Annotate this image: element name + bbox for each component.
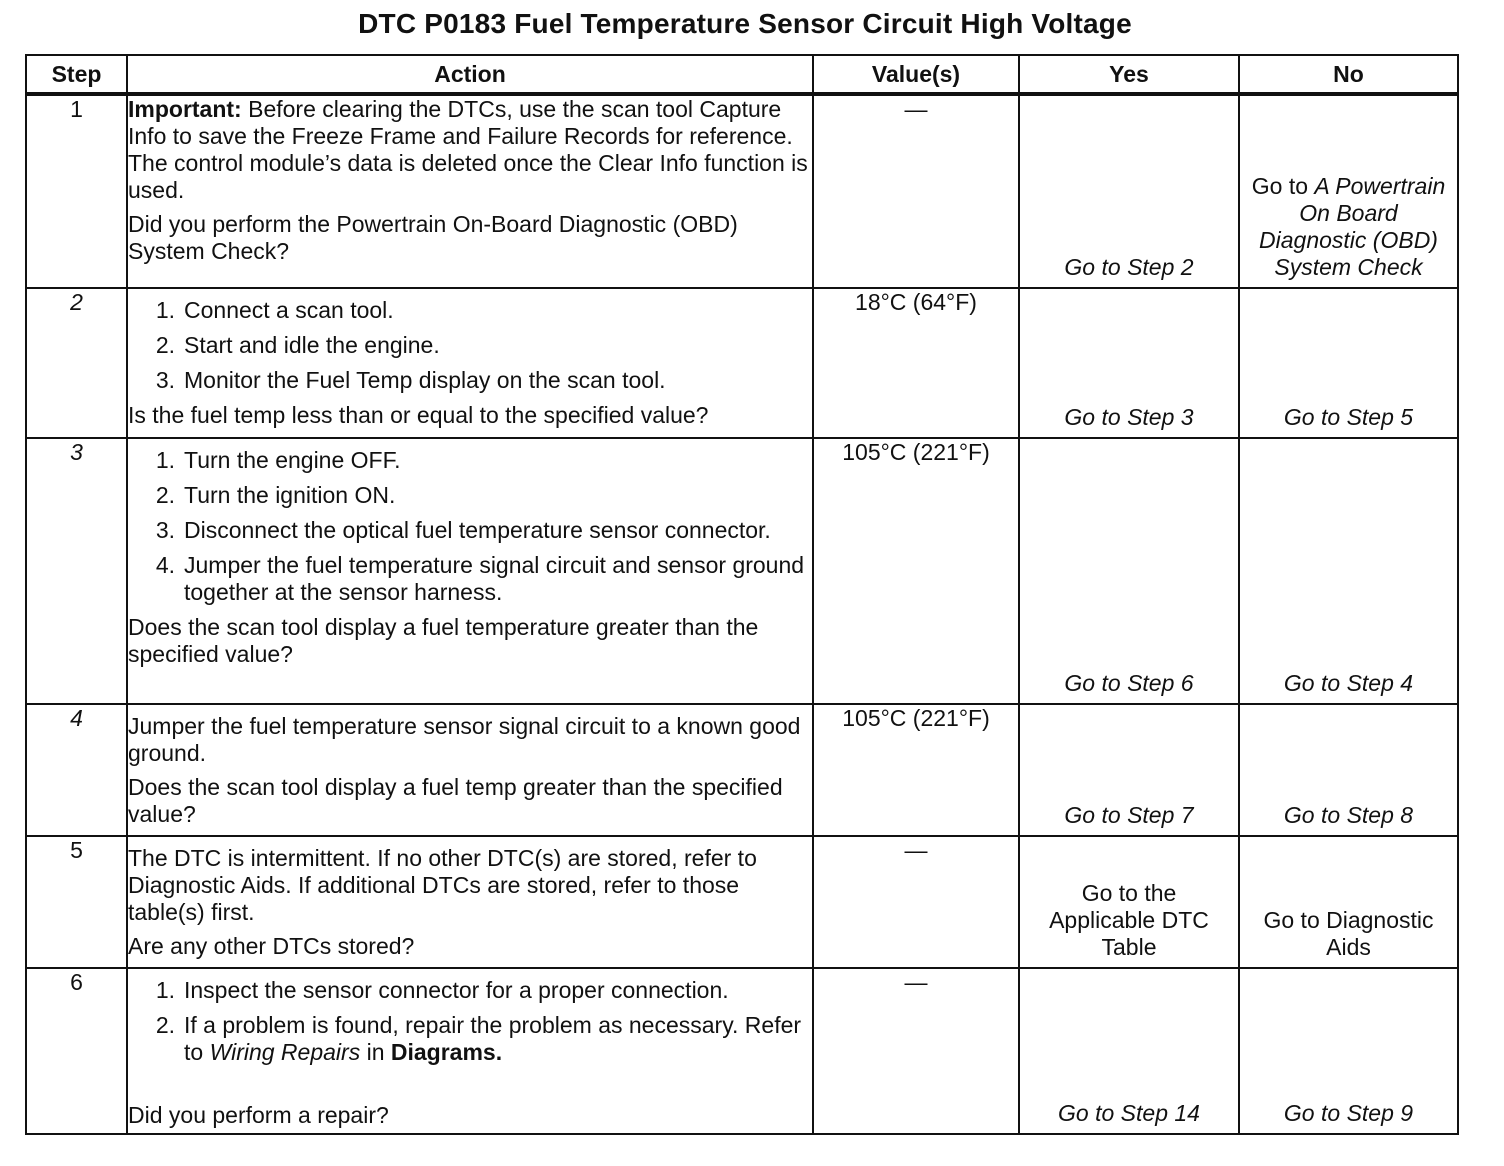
no-link-prefix: Go to — [1251, 173, 1315, 199]
action-cell — [127, 438, 813, 704]
step-number: 4 — [26, 704, 127, 836]
list-number: 3. — [155, 517, 175, 543]
list-text-part: in — [360, 1039, 391, 1065]
list-item — [128, 297, 812, 324]
table-row — [26, 94, 1458, 288]
no-link[interactable] — [1240, 173, 1457, 281]
step-number: 2 — [26, 288, 127, 438]
header-action: Action — [127, 55, 813, 94]
action-cell — [127, 968, 813, 1134]
list-text: Turn the engine OFF. — [184, 447, 401, 473]
header-yes: Yes — [1019, 55, 1239, 94]
yes-link[interactable]: Go to Step 6 — [1064, 670, 1194, 696]
header-no: No — [1239, 55, 1458, 94]
list-number: 3. — [155, 367, 175, 393]
no-cell — [1239, 704, 1458, 836]
list-text: Monitor the Fuel Temp display on the scan tool. — [184, 367, 666, 393]
value-cell: 105°C (221°F) — [813, 438, 1019, 704]
action-question: Are any other DTCs stored? — [128, 933, 415, 959]
action-question: Does the scan tool display a fuel temperature greater than the specified value? — [128, 614, 759, 667]
spacer — [128, 1074, 812, 1102]
no-cell — [1239, 288, 1458, 438]
action-cell — [127, 836, 813, 968]
yes-cell — [1019, 288, 1239, 438]
header-values: Value(s) — [813, 55, 1019, 94]
yes-link[interactable]: Go to Step 3 — [1064, 404, 1194, 430]
list-number: 4. — [155, 552, 175, 578]
table-row — [26, 438, 1458, 704]
no-cell — [1239, 836, 1458, 968]
action-text: The DTC is intermittent. If no other DTC(s) are stored, refer to Diagnostic Aids. If additional DTCs are stored, refer to those table(s) first. — [128, 845, 757, 925]
no-link-ref: A Powertrain On Board Diagnostic (OBD) System Check — [1259, 173, 1446, 280]
no-link[interactable]: Go to Step 4 — [1283, 670, 1414, 696]
value-cell: — — [813, 968, 1019, 1134]
action-list — [128, 447, 812, 606]
no-link[interactable]: Go to Step 8 — [1283, 802, 1414, 828]
yes-link[interactable]: Go to Step 14 — [1058, 1100, 1200, 1126]
page-title: DTC P0183 Fuel Temperature Sensor Circuit High Voltage — [358, 8, 1132, 39]
table-row — [26, 968, 1458, 1134]
action-question: Did you perform the Powertrain On-Board Diagnostic (OBD) System Check? — [128, 211, 738, 264]
list-item — [128, 977, 812, 1004]
value-cell: 105°C (221°F) — [813, 704, 1019, 836]
list-number: 2. — [155, 1012, 175, 1038]
no-cell — [1239, 94, 1458, 288]
important-text: Before clearing the DTCs, use the scan tool Capture Info to save the Freeze Frame and Failure Records for reference. The control module’s data is deleted once the Clear Info function is used. — [128, 96, 808, 203]
diagrams-ref: Diagrams. — [390, 1039, 503, 1065]
step-number: 6 — [26, 968, 127, 1134]
no-cell — [1239, 968, 1458, 1134]
list-text: Start and idle the engine. — [184, 332, 440, 358]
value-cell: 18°C (64°F) — [813, 288, 1019, 438]
list-number: 1. — [155, 297, 175, 323]
no-link[interactable]: Go to Step 9 — [1283, 1100, 1414, 1126]
action-list — [128, 977, 812, 1066]
yes-cell — [1019, 94, 1239, 288]
list-item — [128, 332, 812, 359]
action-text: Jumper the fuel temperature sensor signal circuit to a known good ground. — [128, 713, 801, 766]
action-cell — [127, 288, 813, 438]
yes-cell — [1019, 704, 1239, 836]
list-text: Inspect the sensor connector for a proper connection. — [184, 977, 729, 1003]
list-text — [184, 1012, 812, 1066]
yes-cell — [1019, 438, 1239, 704]
table-header-row — [26, 55, 1458, 94]
action-list — [128, 297, 812, 394]
action-question: Does the scan tool display a fuel temp greater than the specified value? — [128, 774, 783, 827]
list-item — [128, 482, 812, 509]
table-row — [26, 704, 1458, 836]
list-number: 2. — [155, 482, 175, 508]
no-cell — [1239, 438, 1458, 704]
important-label: Important: — [128, 96, 242, 122]
action-question: Is the fuel temp less than or equal to the specified value? — [128, 402, 709, 428]
list-text: Disconnect the optical fuel temperature sensor connector. — [184, 517, 771, 543]
yes-link[interactable]: Go to Step 2 — [1064, 254, 1194, 280]
list-item — [128, 517, 812, 544]
action-cell — [127, 94, 813, 288]
list-text-part: If a problem is found, repair the problem as necessary. Refer to — [184, 1012, 802, 1065]
yes-cell — [1019, 836, 1239, 968]
no-link[interactable]: Go to Step 5 — [1283, 404, 1414, 430]
table-row — [26, 288, 1458, 438]
list-number: 1. — [155, 447, 175, 473]
list-item — [128, 1012, 812, 1066]
wiring-repairs-ref: Wiring Repairs — [209, 1039, 361, 1065]
yes-link[interactable]: Go to Step 7 — [1064, 802, 1194, 828]
list-text: Jumper the fuel temperature signal circuit and sensor ground together at the sensor harness. — [184, 552, 805, 605]
no-link[interactable]: Go to Diagnostic Aids — [1263, 907, 1434, 960]
list-item — [128, 367, 812, 394]
action-cell — [127, 704, 813, 836]
important-note — [128, 96, 812, 204]
list-text: Turn the ignition ON. — [184, 482, 396, 508]
list-item — [128, 552, 812, 606]
step-number: 5 — [26, 836, 127, 968]
list-item — [128, 447, 812, 474]
list-number: 1. — [155, 977, 175, 1003]
list-text: Connect a scan tool. — [184, 297, 394, 323]
diagnostic-table — [25, 54, 1459, 1135]
header-step: Step — [26, 55, 127, 94]
list-number: 2. — [155, 332, 175, 358]
yes-cell — [1019, 968, 1239, 1134]
value-cell: — — [813, 94, 1019, 288]
action-question: Did you perform a repair? — [128, 1102, 389, 1128]
value-cell: — — [813, 836, 1019, 968]
step-number: 3 — [26, 438, 127, 704]
table-row — [26, 836, 1458, 968]
step-number: 1 — [26, 94, 127, 288]
yes-link[interactable]: Go to the Applicable DTC Table — [1049, 880, 1209, 960]
